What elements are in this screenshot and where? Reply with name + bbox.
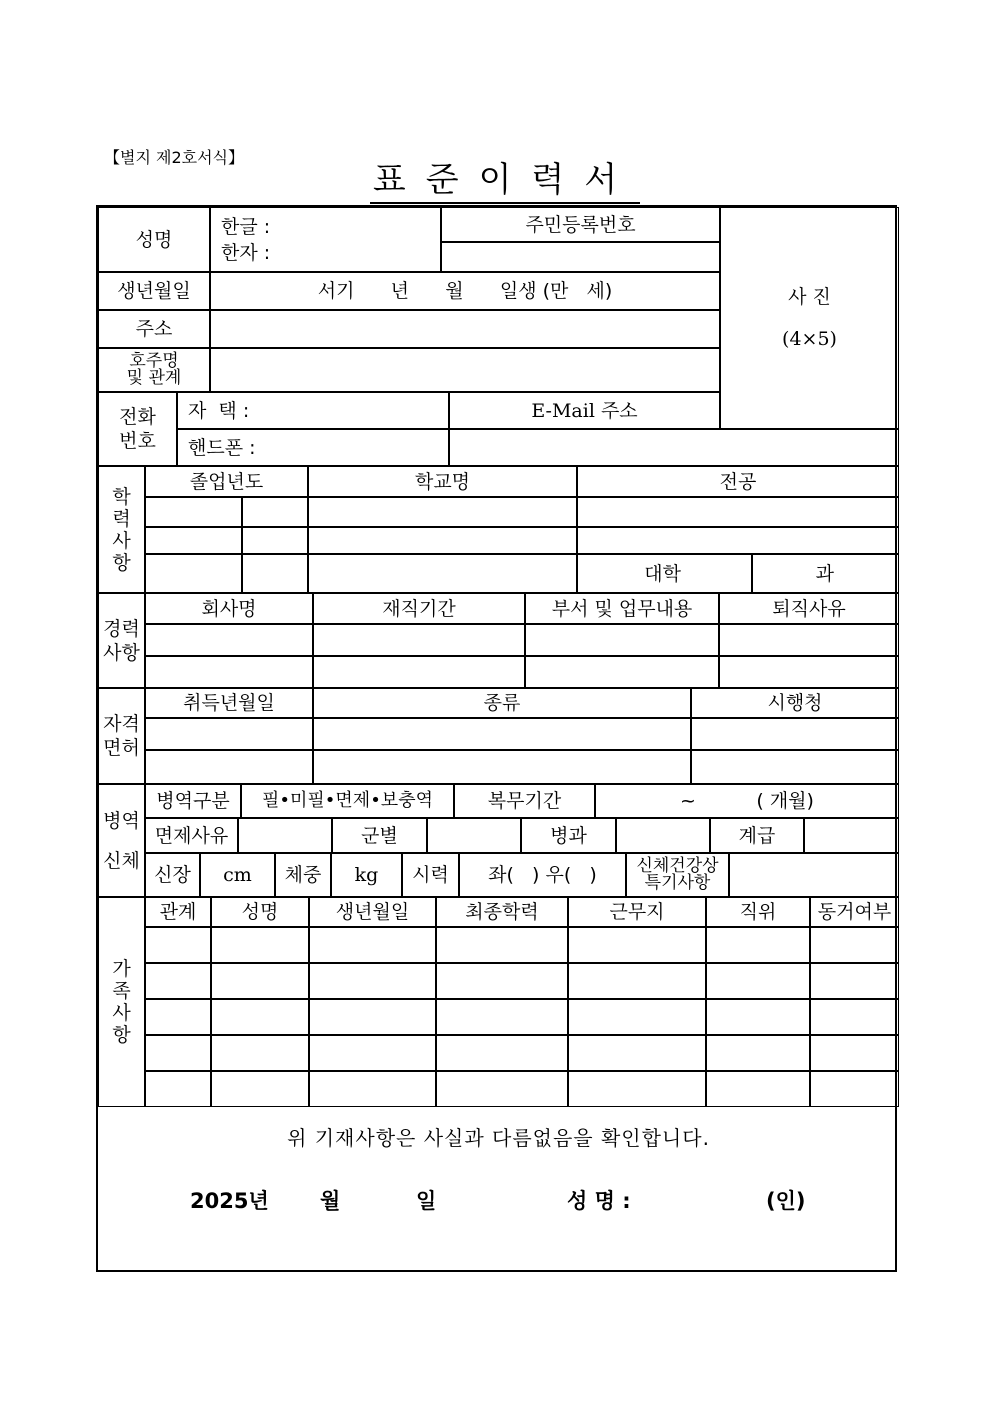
family-cell[interactable] (706, 927, 810, 963)
career-label: 경력 사항 (98, 593, 145, 688)
license-cell[interactable] (691, 750, 899, 784)
license-cell[interactable] (313, 750, 691, 784)
branch-field[interactable] (427, 818, 521, 853)
height-field[interactable]: cm (200, 853, 275, 897)
license-cell[interactable] (313, 718, 691, 750)
health-notes-field[interactable] (729, 853, 899, 897)
family-cell[interactable] (568, 927, 706, 963)
resident-no-label: 주민등록번호 (441, 207, 720, 242)
edu-cell[interactable] (145, 527, 242, 554)
family-cell[interactable] (211, 1035, 309, 1071)
family-cell[interactable] (810, 927, 899, 963)
family-cell[interactable] (706, 963, 810, 999)
career-header-company: 회사명 (145, 593, 313, 624)
family-cell[interactable] (568, 999, 706, 1035)
name-label: 성명 (98, 207, 210, 272)
university-field[interactable]: 대학 (577, 554, 752, 593)
family-cell[interactable] (568, 1071, 706, 1107)
career-cell[interactable] (145, 624, 313, 656)
family-cell[interactable] (211, 1071, 309, 1107)
family-cell[interactable] (436, 927, 568, 963)
service-type-field[interactable]: 필•미필•면제•보충역 (241, 784, 454, 818)
family-cell[interactable] (568, 963, 706, 999)
address-field[interactable] (210, 310, 720, 348)
family-header-name: 성명 (211, 897, 309, 927)
height-label: 신장 (145, 853, 200, 897)
service-period-label: 복무기간 (454, 784, 595, 818)
edu-cell[interactable] (577, 497, 899, 527)
household-label: 호주명 및 관계 (98, 348, 210, 392)
family-cell[interactable] (810, 1035, 899, 1071)
confirmation-text: 위 기재사항은 사실과 다름없음을 확인합니다. (287, 1126, 710, 1150)
career-header-period: 재직기간 (313, 593, 525, 624)
career-cell[interactable] (525, 656, 719, 688)
family-cell[interactable] (309, 963, 436, 999)
service-period-field[interactable]: ~ ( 개월) (595, 784, 899, 818)
email-field[interactable] (449, 429, 899, 466)
edu-cell[interactable] (308, 554, 577, 593)
email-label: E-Mail 주소 (449, 392, 720, 429)
arm-field[interactable] (616, 818, 710, 853)
edu-header-school: 학교명 (308, 466, 577, 497)
license-cell[interactable] (691, 718, 899, 750)
weight-label: 체중 (275, 853, 331, 897)
family-header-birth: 생년월일 (309, 897, 436, 927)
career-header-dept: 부서 및 업무내용 (525, 593, 719, 624)
family-cell[interactable] (211, 999, 309, 1035)
family-cell[interactable] (810, 999, 899, 1035)
family-cell[interactable] (309, 1071, 436, 1107)
license-label: 자격 면허 (98, 688, 145, 784)
family-cell[interactable] (706, 999, 810, 1035)
family-cell[interactable] (145, 999, 211, 1035)
vision-label: 시력 (402, 853, 459, 897)
birth-label: 생년월일 (98, 272, 210, 310)
photo-label: 사 진 (788, 286, 831, 308)
family-cell[interactable] (810, 1071, 899, 1107)
family-cell[interactable] (145, 963, 211, 999)
career-cell[interactable] (719, 656, 899, 688)
sign-day[interactable]: 일 (416, 1189, 437, 1213)
family-cell[interactable] (436, 963, 568, 999)
photo-size: (4×5) (782, 328, 837, 350)
family-cell[interactable] (436, 1071, 568, 1107)
family-header-cohabit: 동거여부 (810, 897, 899, 927)
edu-cell[interactable] (242, 527, 308, 554)
edu-cell[interactable] (145, 497, 242, 527)
license-header-type: 종류 (313, 688, 691, 718)
seal-mark[interactable]: (인) (766, 1189, 806, 1213)
vision-field[interactable]: 좌( ) 우( ) (459, 853, 626, 897)
sign-month[interactable]: 월 (320, 1189, 341, 1213)
family-cell[interactable] (145, 927, 211, 963)
household-field[interactable] (210, 348, 720, 392)
career-cell[interactable] (719, 624, 899, 656)
license-cell[interactable] (145, 750, 313, 784)
phone-label: 전화 번호 (98, 392, 177, 466)
career-cell[interactable] (313, 656, 525, 688)
license-header-issuer: 시행청 (691, 688, 899, 718)
photo-box[interactable] (720, 207, 899, 429)
career-cell[interactable] (525, 624, 719, 656)
edu-cell[interactable] (242, 497, 308, 527)
edu-header-year: 졸업년도 (145, 466, 308, 497)
health-notes-label: 신체건강상 특기사항 (626, 853, 729, 897)
edu-cell[interactable] (577, 527, 899, 554)
birth-field[interactable]: 서기 년 월 일생 (만 세) (210, 272, 720, 310)
arm-label: 병과 (521, 818, 616, 853)
family-header-education: 최종학력 (436, 897, 568, 927)
rank-label: 계급 (710, 818, 804, 853)
family-cell[interactable] (810, 963, 899, 999)
family-cell[interactable] (211, 927, 309, 963)
department-field[interactable]: 과 (752, 554, 899, 593)
family-cell[interactable] (309, 999, 436, 1035)
career-cell[interactable] (313, 624, 525, 656)
family-cell[interactable] (706, 1035, 810, 1071)
family-cell[interactable] (568, 1035, 706, 1071)
page-title: 표준이력서 (370, 158, 640, 204)
hangul-label: 한글 : (221, 215, 271, 238)
family-header-relation: 관계 (145, 897, 211, 927)
rank-field[interactable] (804, 818, 899, 853)
family-cell[interactable] (145, 1071, 211, 1107)
mobile-field[interactable]: 핸드폰 : (177, 429, 449, 466)
family-cell[interactable] (211, 963, 309, 999)
family-cell[interactable] (309, 927, 436, 963)
home-phone-field[interactable]: 자 택 : (177, 392, 449, 429)
family-cell[interactable] (706, 1071, 810, 1107)
education-label: 학 력 사 항 (98, 466, 145, 593)
exemption-field[interactable] (238, 818, 332, 853)
edu-cell[interactable] (242, 554, 308, 593)
military-label: 병역 신체 (98, 784, 145, 897)
family-cell[interactable] (436, 999, 568, 1035)
family-cell[interactable] (436, 1035, 568, 1071)
form-id: 【별지 제2호서식】 (104, 148, 245, 167)
sign-year[interactable]: 2025년 (190, 1189, 269, 1213)
address-label: 주소 (98, 310, 210, 348)
family-header-workplace: 근무지 (568, 897, 706, 927)
family-label: 가 족 사 항 (98, 897, 145, 1107)
license-cell[interactable] (145, 718, 313, 750)
edu-header-major: 전공 (577, 466, 899, 497)
sign-name-label: 성 명 : (567, 1189, 631, 1213)
branch-label: 군별 (332, 818, 427, 853)
edu-cell[interactable] (308, 527, 577, 554)
name-fields[interactable] (210, 207, 441, 272)
edu-cell[interactable] (145, 554, 242, 593)
family-header-position: 직위 (706, 897, 810, 927)
resident-no-field[interactable] (441, 242, 720, 272)
career-header-reason: 퇴직사유 (719, 593, 899, 624)
license-header-date: 취득년월일 (145, 688, 313, 718)
exemption-label: 면제사유 (145, 818, 238, 853)
hanja-label: 한자 : (221, 241, 271, 264)
weight-field[interactable]: kg (331, 853, 402, 897)
edu-cell[interactable] (308, 497, 577, 527)
service-type-label: 병역구분 (145, 784, 241, 818)
career-cell[interactable] (145, 656, 313, 688)
resume-form (96, 205, 897, 1272)
family-cell[interactable] (145, 1035, 211, 1071)
family-cell[interactable] (309, 1035, 436, 1071)
